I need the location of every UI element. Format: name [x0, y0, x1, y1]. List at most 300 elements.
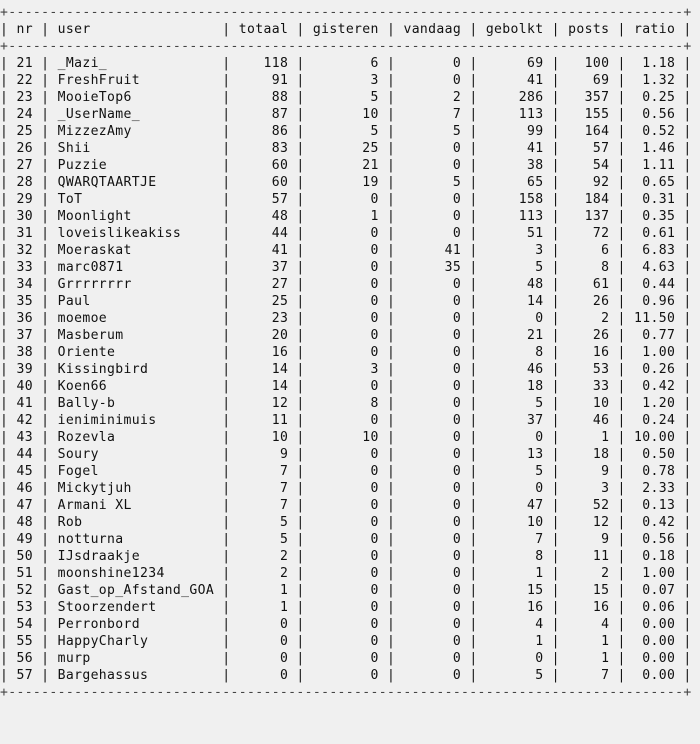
cell-totaal: 25	[238, 294, 289, 309]
header-cell-gebolkt: gebolkt	[485, 22, 544, 37]
cell-totaal: 60	[238, 175, 289, 190]
cell-posts: 164	[568, 124, 610, 139]
cell-nr: 40	[16, 379, 33, 394]
cell-vandaag: 0	[403, 447, 462, 462]
cell-posts: 100	[568, 56, 610, 71]
cell-user: loveislikeakiss	[57, 226, 215, 241]
cell-vandaag: 0	[403, 634, 462, 649]
cell-vandaag: 7	[403, 107, 462, 122]
cell-gebolkt: 4	[485, 617, 544, 632]
cell-nr: 39	[16, 362, 33, 377]
cell-gisteren: 0	[312, 515, 379, 530]
cell-gebolkt: 48	[485, 277, 544, 292]
cell-totaal: 0	[238, 668, 289, 683]
cell-user: Bally-b	[57, 396, 215, 411]
cell-ratio: 0.35	[634, 209, 676, 224]
cell-posts: 6	[568, 243, 610, 258]
cell-user: Perronbord	[57, 617, 215, 632]
cell-totaal: 86	[238, 124, 289, 139]
cell-totaal: 12	[238, 396, 289, 411]
cell-user: moonshine1234	[57, 566, 215, 581]
cell-vandaag: 0	[403, 430, 462, 445]
header-cell-gisteren: gisteren	[312, 22, 379, 37]
cell-gisteren: 0	[312, 260, 379, 275]
cell-user: HappyCharly	[57, 634, 215, 649]
table-row: | 22 | FreshFruit | 91 | 3 | 0 | 41 | 69 | 1.32 |	[0, 73, 692, 88]
cell-posts: 7	[568, 668, 610, 683]
cell-ratio: 0.25	[634, 90, 676, 105]
cell-ratio: 0.44	[634, 277, 676, 292]
cell-ratio: 0.78	[634, 464, 676, 479]
cell-nr: 45	[16, 464, 33, 479]
cell-vandaag: 0	[403, 515, 462, 530]
table-row: | 30 | Moonlight | 48 | 1 | 0 | 113 | 137 | 0.35 |	[0, 209, 692, 224]
cell-gebolkt: 51	[485, 226, 544, 241]
cell-posts: 15	[568, 583, 610, 598]
cell-vandaag: 0	[403, 617, 462, 632]
cell-ratio: 0.00	[634, 617, 676, 632]
cell-vandaag: 0	[403, 583, 462, 598]
table-row: | 42 | ieniminimuis | 11 | 0 | 0 | 37 | 46 | 0.24 |	[0, 413, 692, 428]
cell-user: murp	[57, 651, 215, 666]
cell-totaal: 88	[238, 90, 289, 105]
cell-nr: 25	[16, 124, 33, 139]
cell-gisteren: 6	[312, 56, 379, 71]
cell-totaal: 23	[238, 311, 289, 326]
cell-vandaag: 0	[403, 396, 462, 411]
cell-gisteren: 0	[312, 294, 379, 309]
table-row: | 50 | IJsdraakje | 2 | 0 | 0 | 8 | 11 | 0.18 |	[0, 549, 692, 564]
cell-gebolkt: 14	[485, 294, 544, 309]
cell-gisteren: 0	[312, 600, 379, 615]
cell-totaal: 57	[238, 192, 289, 207]
cell-posts: 26	[568, 294, 610, 309]
cell-totaal: 44	[238, 226, 289, 241]
table-row: | 27 | Puzzie | 60 | 21 | 0 | 38 | 54 | 1.11 |	[0, 158, 692, 173]
cell-user: ToT	[57, 192, 215, 207]
cell-gisteren: 0	[312, 345, 379, 360]
cell-user: MizzezAmy	[57, 124, 215, 139]
cell-ratio: 1.32	[634, 73, 676, 88]
cell-totaal: 14	[238, 362, 289, 377]
cell-gebolkt: 1	[485, 566, 544, 581]
cell-gebolkt: 3	[485, 243, 544, 258]
cell-gisteren: 0	[312, 413, 379, 428]
cell-vandaag: 0	[403, 600, 462, 615]
cell-user: Moonlight	[57, 209, 215, 224]
cell-user: Koen66	[57, 379, 215, 394]
cell-user: Paul	[57, 294, 215, 309]
cell-nr: 52	[16, 583, 33, 598]
cell-vandaag: 0	[403, 73, 462, 88]
table-row: | 46 | Mickytjuh | 7 | 0 | 0 | 0 | 3 | 2.33 |	[0, 481, 692, 496]
table-row: | 24 | _UserName_ | 87 | 10 | 7 | 113 | 155 | 0.56 |	[0, 107, 692, 122]
table-header: | nr | user | totaal | gisteren | vandaag | gebolkt | posts | ratio |	[0, 22, 692, 37]
cell-ratio: 0.42	[634, 515, 676, 530]
cell-totaal: 0	[238, 617, 289, 632]
cell-gisteren: 0	[312, 481, 379, 496]
header-cell-posts: posts	[568, 22, 610, 37]
cell-ratio: 1.11	[634, 158, 676, 173]
table-row: | 34 | Grrrrrrrr | 27 | 0 | 0 | 48 | 61 | 0.44 |	[0, 277, 692, 292]
cell-posts: 52	[568, 498, 610, 513]
cell-posts: 9	[568, 464, 610, 479]
cell-totaal: 0	[238, 651, 289, 666]
cell-posts: 184	[568, 192, 610, 207]
cell-nr: 37	[16, 328, 33, 343]
cell-gisteren: 0	[312, 549, 379, 564]
cell-posts: 1	[568, 651, 610, 666]
cell-gebolkt: 0	[485, 651, 544, 666]
cell-gisteren: 5	[312, 124, 379, 139]
cell-posts: 26	[568, 328, 610, 343]
cell-posts: 10	[568, 396, 610, 411]
cell-gebolkt: 41	[485, 73, 544, 88]
cell-nr: 36	[16, 311, 33, 326]
cell-ratio: 6.83	[634, 243, 676, 258]
cell-posts: 53	[568, 362, 610, 377]
cell-gisteren: 0	[312, 498, 379, 513]
cell-posts: 16	[568, 345, 610, 360]
cell-nr: 44	[16, 447, 33, 462]
cell-ratio: 0.00	[634, 668, 676, 683]
cell-ratio: 1.46	[634, 141, 676, 156]
cell-posts: 61	[568, 277, 610, 292]
cell-vandaag: 0	[403, 413, 462, 428]
cell-user: MooieTop6	[57, 90, 215, 105]
cell-ratio: 0.50	[634, 447, 676, 462]
cell-gebolkt: 38	[485, 158, 544, 173]
cell-gisteren: 8	[312, 396, 379, 411]
cell-ratio: 0.00	[634, 651, 676, 666]
cell-vandaag: 0	[403, 651, 462, 666]
cell-gebolkt: 8	[485, 549, 544, 564]
cell-totaal: 16	[238, 345, 289, 360]
table-border: +----------------------------------------------------------------------------------+	[0, 5, 692, 20]
cell-user: notturna	[57, 532, 215, 547]
cell-nr: 34	[16, 277, 33, 292]
table-row: | 40 | Koen66 | 14 | 0 | 0 | 18 | 33 | 0.42 |	[0, 379, 692, 394]
table-row: | 38 | Oriente | 16 | 0 | 0 | 8 | 16 | 1.00 |	[0, 345, 692, 360]
cell-user: Rozevla	[57, 430, 215, 445]
table-row: | 56 | murp | 0 | 0 | 0 | 0 | 1 | 0.00 |	[0, 651, 692, 666]
cell-ratio: 0.61	[634, 226, 676, 241]
cell-totaal: 1	[238, 583, 289, 598]
cell-gebolkt: 46	[485, 362, 544, 377]
cell-totaal: 118	[238, 56, 289, 71]
header-cell-nr: nr	[16, 22, 33, 37]
table-row: | 43 | Rozevla | 10 | 10 | 0 | 0 | 1 | 10.00 |	[0, 430, 692, 445]
cell-gebolkt: 16	[485, 600, 544, 615]
cell-totaal: 48	[238, 209, 289, 224]
table-row: | 48 | Rob | 5 | 0 | 0 | 10 | 12 | 0.42 |	[0, 515, 692, 530]
cell-posts: 8	[568, 260, 610, 275]
cell-nr: 53	[16, 600, 33, 615]
cell-gebolkt: 0	[485, 311, 544, 326]
table-row: | 49 | notturna | 5 | 0 | 0 | 7 | 9 | 0.56 |	[0, 532, 692, 547]
cell-user: FreshFruit	[57, 73, 215, 88]
cell-nr: 41	[16, 396, 33, 411]
table-row: | 23 | MooieTop6 | 88 | 5 | 2 | 286 | 357 | 0.25 |	[0, 90, 692, 105]
cell-user: Shii	[57, 141, 215, 156]
cell-posts: 1	[568, 430, 610, 445]
cell-gisteren: 5	[312, 90, 379, 105]
cell-gebolkt: 5	[485, 260, 544, 275]
cell-ratio: 0.77	[634, 328, 676, 343]
cell-user: _UserName_	[57, 107, 215, 122]
cell-gisteren: 0	[312, 651, 379, 666]
cell-gisteren: 0	[312, 464, 379, 479]
cell-user: Mickytjuh	[57, 481, 215, 496]
cell-vandaag: 0	[403, 532, 462, 547]
cell-totaal: 27	[238, 277, 289, 292]
cell-user: moemoe	[57, 311, 215, 326]
cell-totaal: 60	[238, 158, 289, 173]
cell-nr: 28	[16, 175, 33, 190]
cell-gebolkt: 158	[485, 192, 544, 207]
cell-gisteren: 0	[312, 634, 379, 649]
table-row: | 29 | ToT | 57 | 0 | 0 | 158 | 184 | 0.31 |	[0, 192, 692, 207]
cell-vandaag: 2	[403, 90, 462, 105]
cell-gisteren: 0	[312, 379, 379, 394]
cell-vandaag: 41	[403, 243, 462, 258]
cell-vandaag: 0	[403, 328, 462, 343]
cell-totaal: 10	[238, 430, 289, 445]
cell-gebolkt: 18	[485, 379, 544, 394]
cell-gebolkt: 41	[485, 141, 544, 156]
cell-ratio: 0.42	[634, 379, 676, 394]
cell-user: marc0871	[57, 260, 215, 275]
cell-nr: 38	[16, 345, 33, 360]
cell-gisteren: 0	[312, 226, 379, 241]
cell-nr: 47	[16, 498, 33, 513]
cell-gebolkt: 37	[485, 413, 544, 428]
cell-user: _Mazi_	[57, 56, 215, 71]
cell-nr: 42	[16, 413, 33, 428]
cell-totaal: 9	[238, 447, 289, 462]
cell-posts: 12	[568, 515, 610, 530]
cell-vandaag: 0	[403, 294, 462, 309]
table-row: | 33 | marc0871 | 37 | 0 | 35 | 5 | 8 | 4.63 |	[0, 260, 692, 275]
cell-posts: 2	[568, 566, 610, 581]
cell-gisteren: 0	[312, 566, 379, 581]
cell-gisteren: 0	[312, 328, 379, 343]
cell-totaal: 2	[238, 566, 289, 581]
cell-totaal: 2	[238, 549, 289, 564]
cell-totaal: 41	[238, 243, 289, 258]
cell-gisteren: 0	[312, 668, 379, 683]
cell-ratio: 0.00	[634, 634, 676, 649]
cell-ratio: 1.00	[634, 345, 676, 360]
table-row: | 41 | Bally-b | 12 | 8 | 0 | 5 | 10 | 1.20 |	[0, 396, 692, 411]
cell-vandaag: 0	[403, 192, 462, 207]
cell-user: Soury	[57, 447, 215, 462]
cell-gisteren: 10	[312, 430, 379, 445]
table-row: | 57 | Bargehassus | 0 | 0 | 0 | 5 | 7 | 0.00 |	[0, 668, 692, 683]
cell-gebolkt: 21	[485, 328, 544, 343]
cell-user: Grrrrrrrr	[57, 277, 215, 292]
cell-totaal: 1	[238, 600, 289, 615]
cell-posts: 54	[568, 158, 610, 173]
cell-posts: 92	[568, 175, 610, 190]
cell-gebolkt: 113	[485, 107, 544, 122]
table-row: | 47 | Armani XL | 7 | 0 | 0 | 47 | 52 | 0.13 |	[0, 498, 692, 513]
cell-vandaag: 0	[403, 498, 462, 513]
cell-ratio: 10.00	[634, 430, 676, 445]
cell-posts: 4	[568, 617, 610, 632]
cell-posts: 3	[568, 481, 610, 496]
cell-vandaag: 0	[403, 464, 462, 479]
cell-gebolkt: 15	[485, 583, 544, 598]
cell-posts: 16	[568, 600, 610, 615]
cell-user: Fogel	[57, 464, 215, 479]
cell-gisteren: 0	[312, 583, 379, 598]
cell-ratio: 0.18	[634, 549, 676, 564]
table-row: | 21 | _Mazi_ | 118 | 6 | 0 | 69 | 100 | 1.18 |	[0, 56, 692, 71]
cell-user: Bargehassus	[57, 668, 215, 683]
table-row: | 52 | Gast_op_Afstand_GOA | 1 | 0 | 0 | 15 | 15 | 0.07 |	[0, 583, 692, 598]
cell-posts: 1	[568, 634, 610, 649]
cell-vandaag: 0	[403, 481, 462, 496]
cell-gebolkt: 7	[485, 532, 544, 547]
table-row: | 37 | Masberum | 20 | 0 | 0 | 21 | 26 | 0.77 |	[0, 328, 692, 343]
cell-gebolkt: 99	[485, 124, 544, 139]
table-row: | 39 | Kissingbird | 14 | 3 | 0 | 46 | 53 | 0.26 |	[0, 362, 692, 377]
cell-gebolkt: 47	[485, 498, 544, 513]
cell-nr: 51	[16, 566, 33, 581]
cell-vandaag: 0	[403, 311, 462, 326]
cell-vandaag: 0	[403, 158, 462, 173]
cell-posts: 11	[568, 549, 610, 564]
cell-ratio: 1.18	[634, 56, 676, 71]
table-row: | 31 | loveislikeakiss | 44 | 0 | 0 | 51 | 72 | 0.61 |	[0, 226, 692, 241]
cell-nr: 26	[16, 141, 33, 156]
cell-vandaag: 0	[403, 362, 462, 377]
cell-gisteren: 21	[312, 158, 379, 173]
cell-nr: 54	[16, 617, 33, 632]
cell-ratio: 0.65	[634, 175, 676, 190]
cell-ratio: 1.20	[634, 396, 676, 411]
table-row: | 55 | HappyCharly | 0 | 0 | 0 | 1 | 1 | 0.00 |	[0, 634, 692, 649]
cell-totaal: 7	[238, 464, 289, 479]
table-row: | 25 | MizzezAmy | 86 | 5 | 5 | 99 | 164 | 0.52 |	[0, 124, 692, 139]
cell-posts: 69	[568, 73, 610, 88]
cell-gisteren: 0	[312, 532, 379, 547]
cell-nr: 24	[16, 107, 33, 122]
cell-nr: 43	[16, 430, 33, 445]
cell-totaal: 37	[238, 260, 289, 275]
cell-posts: 72	[568, 226, 610, 241]
table-row: | 45 | Fogel | 7 | 0 | 0 | 5 | 9 | 0.78 |	[0, 464, 692, 479]
cell-ratio: 0.26	[634, 362, 676, 377]
cell-ratio: 0.13	[634, 498, 676, 513]
cell-nr: 22	[16, 73, 33, 88]
cell-vandaag: 0	[403, 141, 462, 156]
cell-totaal: 83	[238, 141, 289, 156]
cell-nr: 50	[16, 549, 33, 564]
cell-totaal: 7	[238, 481, 289, 496]
cell-totaal: 14	[238, 379, 289, 394]
header-cell-user: user	[57, 22, 215, 37]
table-row: | 26 | Shii | 83 | 25 | 0 | 41 | 57 | 1.46 |	[0, 141, 692, 156]
cell-user: Moeraskat	[57, 243, 215, 258]
cell-totaal: 5	[238, 515, 289, 530]
header-cell-vandaag: vandaag	[403, 22, 462, 37]
cell-nr: 33	[16, 260, 33, 275]
cell-user: Stoorzendert	[57, 600, 215, 615]
cell-posts: 155	[568, 107, 610, 122]
cell-posts: 57	[568, 141, 610, 156]
cell-ratio: 0.56	[634, 532, 676, 547]
cell-totaal: 11	[238, 413, 289, 428]
cell-nr: 27	[16, 158, 33, 173]
cell-gisteren: 0	[312, 311, 379, 326]
cell-ratio: 0.96	[634, 294, 676, 309]
cell-vandaag: 0	[403, 226, 462, 241]
table-row: | 54 | Perronbord | 0 | 0 | 0 | 4 | 4 | 0.00 |	[0, 617, 692, 632]
cell-totaal: 7	[238, 498, 289, 513]
table-border: +----------------------------------------------------------------------------------+	[0, 685, 692, 700]
table-border: +----------------------------------------------------------------------------------+	[0, 39, 692, 54]
cell-vandaag: 5	[403, 175, 462, 190]
cell-gebolkt: 69	[485, 56, 544, 71]
cell-ratio: 4.63	[634, 260, 676, 275]
cell-nr: 32	[16, 243, 33, 258]
cell-ratio: 0.31	[634, 192, 676, 207]
cell-gebolkt: 10	[485, 515, 544, 530]
cell-gebolkt: 13	[485, 447, 544, 462]
cell-ratio: 0.07	[634, 583, 676, 598]
cell-gebolkt: 65	[485, 175, 544, 190]
cell-gebolkt: 5	[485, 668, 544, 683]
cell-gisteren: 25	[312, 141, 379, 156]
table-row: | 36 | moemoe | 23 | 0 | 0 | 0 | 2 | 11.50 |	[0, 311, 692, 326]
cell-totaal: 5	[238, 532, 289, 547]
cell-nr: 48	[16, 515, 33, 530]
cell-nr: 30	[16, 209, 33, 224]
cell-vandaag: 0	[403, 549, 462, 564]
cell-gisteren: 10	[312, 107, 379, 122]
cell-nr: 21	[16, 56, 33, 71]
cell-vandaag: 5	[403, 124, 462, 139]
cell-posts: 46	[568, 413, 610, 428]
cell-user: Masberum	[57, 328, 215, 343]
cell-gisteren: 0	[312, 447, 379, 462]
cell-gebolkt: 5	[485, 464, 544, 479]
cell-gisteren: 0	[312, 617, 379, 632]
cell-gisteren: 3	[312, 362, 379, 377]
cell-gebolkt: 1	[485, 634, 544, 649]
cell-ratio: 0.52	[634, 124, 676, 139]
cell-totaal: 0	[238, 634, 289, 649]
cell-nr: 46	[16, 481, 33, 496]
cell-nr: 29	[16, 192, 33, 207]
cell-nr: 57	[16, 668, 33, 683]
cell-totaal: 87	[238, 107, 289, 122]
cell-gisteren: 0	[312, 277, 379, 292]
cell-ratio: 2.33	[634, 481, 676, 496]
cell-gisteren: 0	[312, 192, 379, 207]
cell-vandaag: 0	[403, 277, 462, 292]
cell-nr: 35	[16, 294, 33, 309]
cell-user: QWARQTAARTJE	[57, 175, 215, 190]
table-row: | 32 | Moeraskat | 41 | 0 | 41 | 3 | 6 | 6.83 |	[0, 243, 692, 258]
cell-vandaag: 0	[403, 209, 462, 224]
table-row: | 35 | Paul | 25 | 0 | 0 | 14 | 26 | 0.96 |	[0, 294, 692, 309]
cell-ratio: 11.50	[634, 311, 676, 326]
cell-user: Puzzie	[57, 158, 215, 173]
cell-vandaag: 0	[403, 379, 462, 394]
